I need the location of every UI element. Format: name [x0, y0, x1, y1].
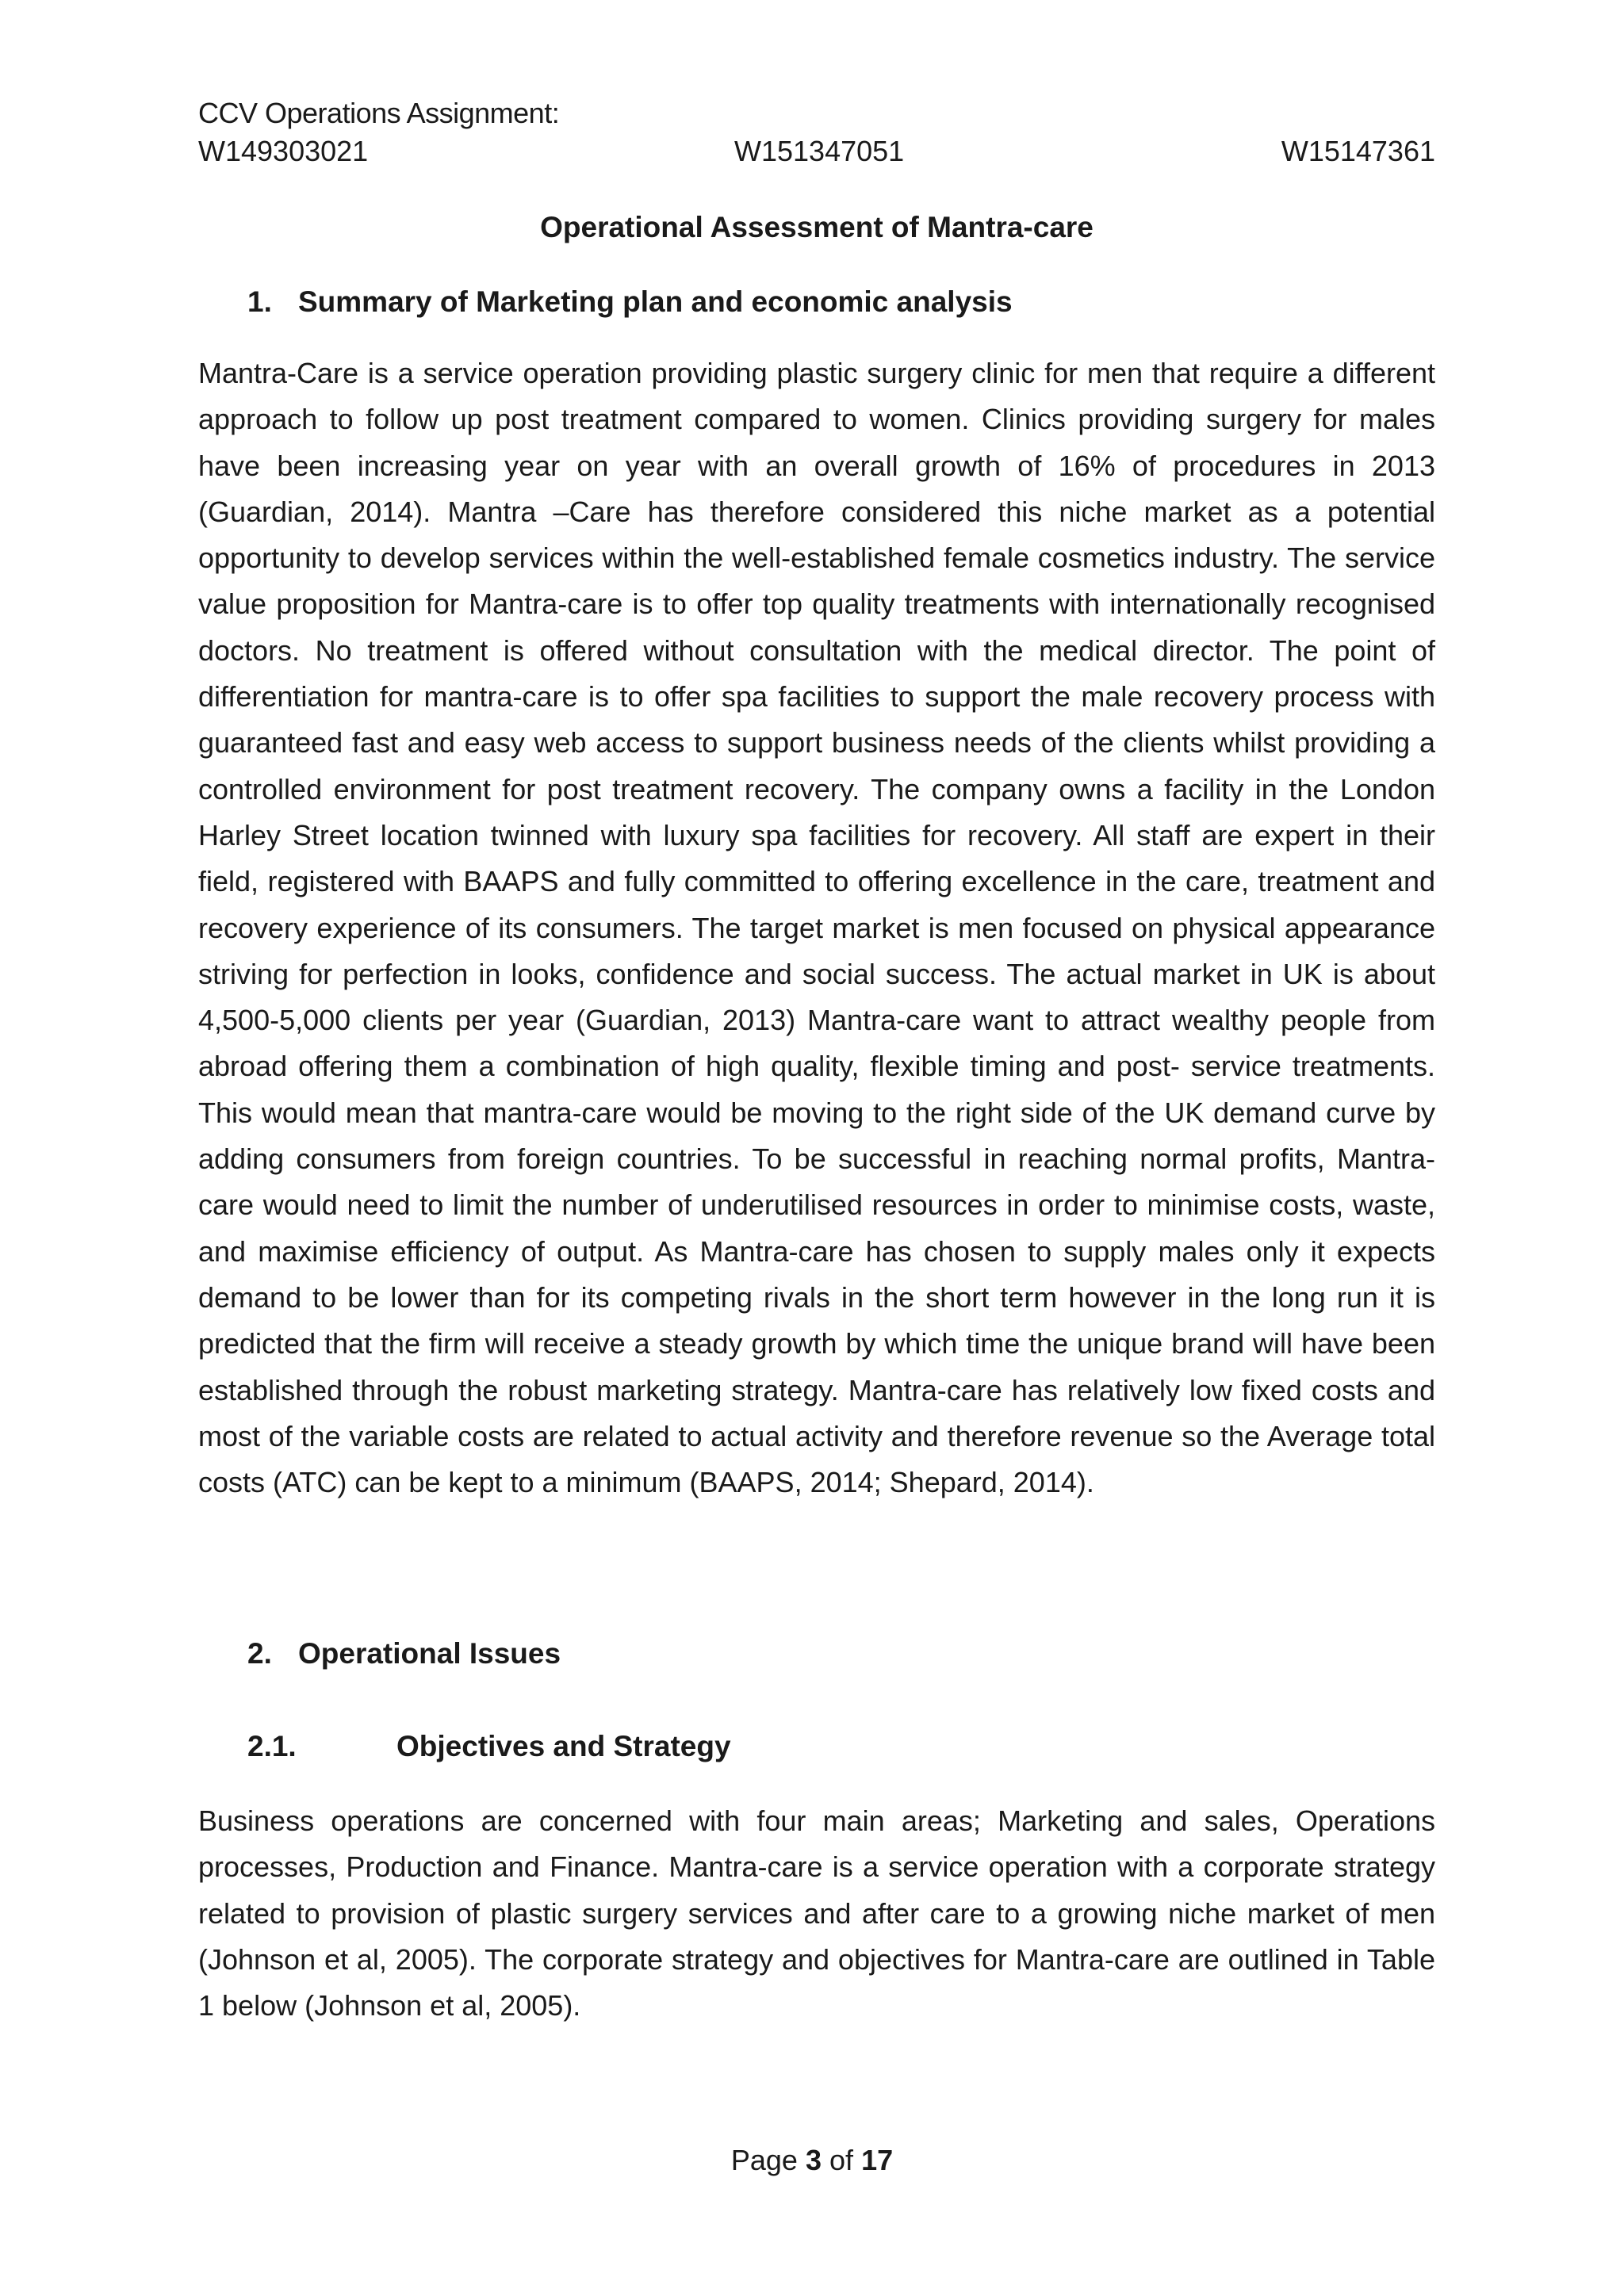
- section-2-1-number: 2.1.: [247, 1730, 297, 1762]
- student-id-2: W151347051: [734, 135, 905, 167]
- section-1-number: 1.: [247, 285, 272, 318]
- document-title: Operational Assessment of Mantra-care: [540, 211, 1094, 243]
- section-1-title: Summary of Marketing plan and economic analysis: [298, 285, 1013, 318]
- of-label: of: [829, 2144, 854, 2176]
- page-label: Page: [730, 2144, 798, 2176]
- section-2-heading: [247, 1636, 561, 1672]
- student-id-1: W149303021: [198, 135, 369, 167]
- student-id-3: W15147361: [1281, 135, 1435, 167]
- section-1-paragraph: Mantra-Care is a service operation providing plastic surgery clinic for men that require a different approach to follow up post treatment compared to women. Clinics providing surgery for males have been increasing year on year with an overall growth of 16% of procedures in 2013 (Guardian, 2014). Mantra –Care has therefore considered this niche market as a potential opportunity to develop services within the well-established female cosmetics industry. The service value proposition for Mantra-care is to offer top quality treatments with internationally recognised doctors. No treatment is offered without consultation with the medical director. The point of differentiation for mantra-care is to offer spa facilities to support the male recovery process with guaranteed fast and easy web access to support business needs of the clients whilst providing a controlled environment for post treatment recovery. The company owns a facility in the London Harley Street location twinned with luxury spa facilities for recovery. All staff are expert in their field, registered with BAAPS and fully committed to offering excellence in the care, treatment and recovery experience of its consumers. The target market is men focused on physical appearance striving for perfection in looks, confidence and social success. The actual market in UK is about 4,500-5,000 clients per year (Guardian, 2013) Mantra-care want to attract wealthy people from abroad offering them a combination of high quality, flexible timing and post- service treatments. This would mean that mantra-care would be moving to the right side of the UK demand curve by adding consumers from foreign countries. To be successful in reaching normal profits, Mantra-care would need to limit the number of underutilised resources in order to minimise costs, waste, and maximise efficiency of output. As Mantra-care has chosen to supply males only it expects demand to be lower than for its competing rivals in the short term however in the long run it is predicted that the firm will receive a steady growth by which time the unique brand will have been established through the robust marketing strategy. Mantra-care has relatively low fixed costs and most of the variable costs are related to actual activity and therefore revenue so the Average total costs (ATC) can be kept to a minimum (BAAPS, 2014; Shepard, 2014).: [198, 357, 1435, 1499]
- section-1-heading: [247, 284, 1013, 320]
- section-2-title: Operational Issues: [298, 1637, 561, 1670]
- assignment-title: CCV Operations Assignment:: [198, 97, 560, 129]
- section-2-number: 2.: [247, 1637, 272, 1670]
- section-2-1-title: Objectives and Strategy: [396, 1730, 731, 1762]
- total-pages-number: 17: [861, 2144, 894, 2176]
- section-2-1-paragraph: Business operations are concerned with four main areas; Marketing and sales, Operations processes, Production and Finance. Mantra-care is a service operation with a corporate strategy related to provision of plastic surgery services and after care to a growing niche market of men (Johnson et al, 2005). The corporate strategy and objectives for Mantra-care are outlined in Table 1 below (Johnson et al, 2005).: [198, 1804, 1435, 2022]
- page-footer: [0, 2142, 1624, 2179]
- section-2-1-heading: [247, 1728, 731, 1765]
- student-ids: [198, 133, 1435, 170]
- current-page-number: 3: [805, 2144, 822, 2176]
